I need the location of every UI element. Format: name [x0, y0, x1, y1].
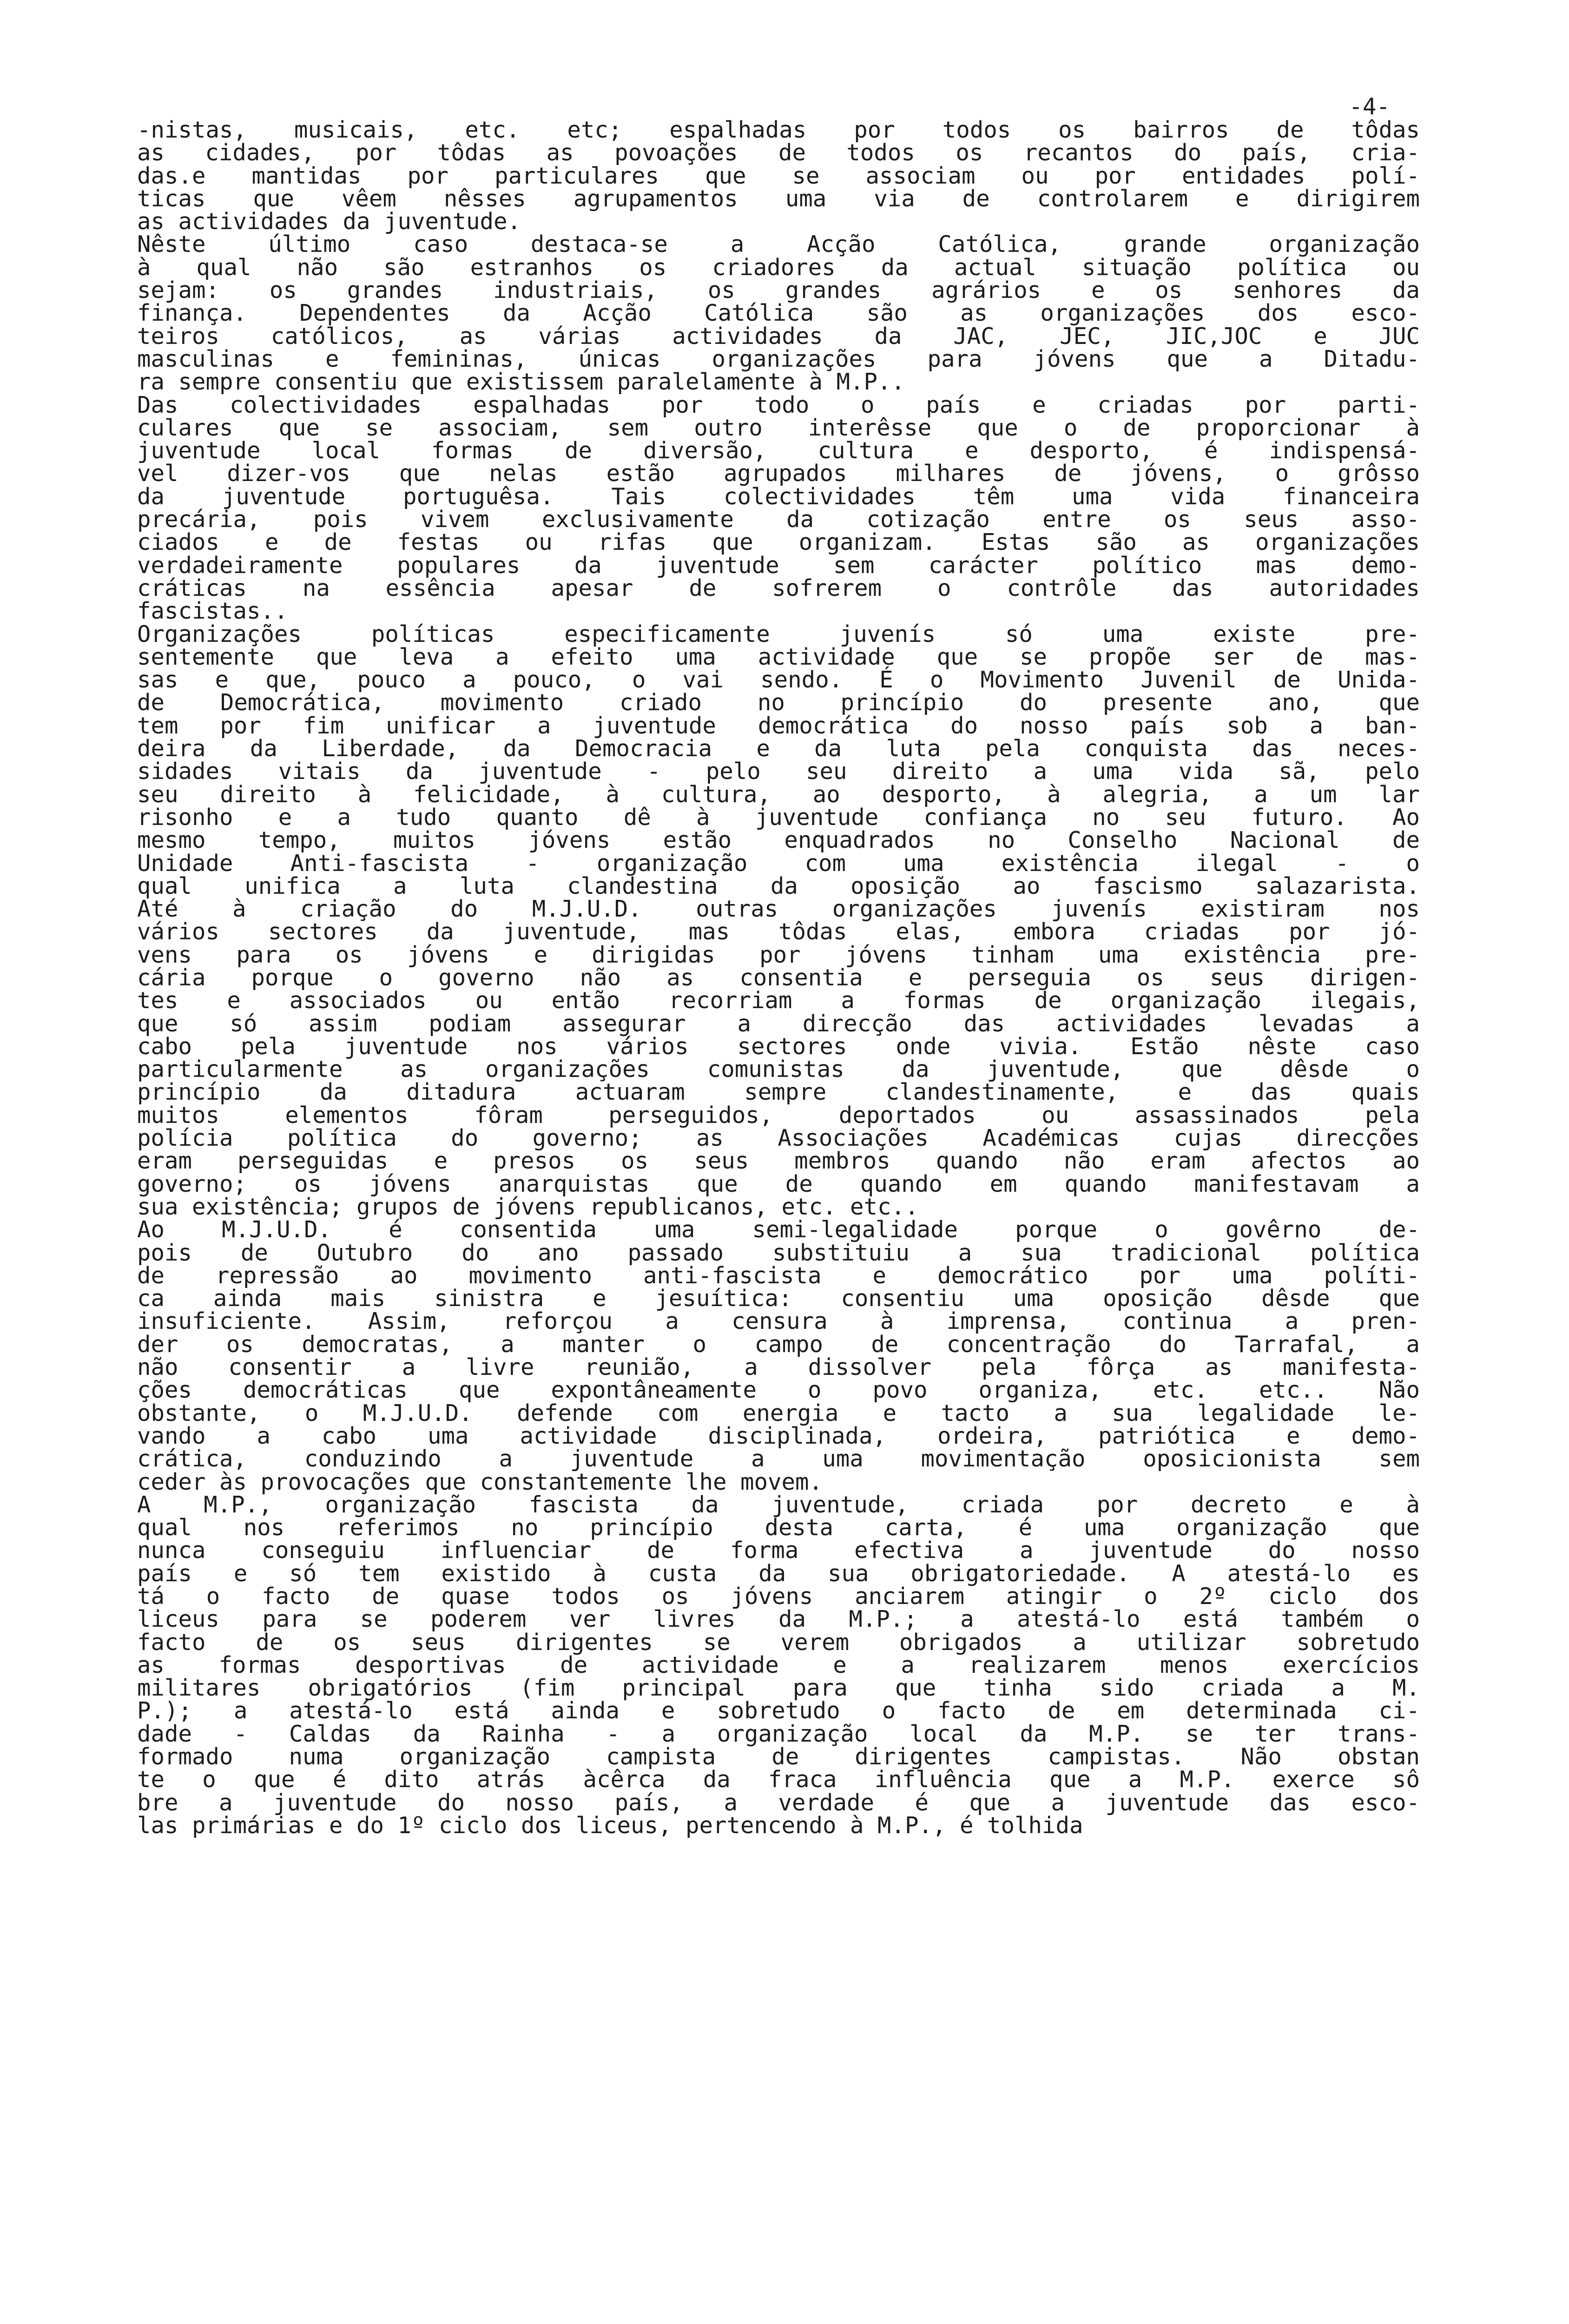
text-line: masculinas e femininas, únicas organizações para jóvens que a Ditadu-: [137, 345, 1420, 372]
text-line: Unidade Anti-fascista - organização com uma existência ilegal - o: [137, 850, 1420, 877]
text-line: Organizações políticas especificamente juvenís só uma existe pre-: [137, 621, 1420, 647]
text-line: as cidades, por tôdas as povoações de todos os recantos do país, cria-: [137, 139, 1420, 166]
text-line: as formas desportivas de actividade e a realizarem menos exercícios: [137, 1651, 1420, 1678]
text-line: princípio da ditadura actuaram sempre clandestinamente, e das quais: [137, 1079, 1420, 1106]
text-line: pois de Outubro do ano passado substituiu a sua tradicional política: [137, 1239, 1420, 1266]
text-line: risonho e a tudo quanto dê à juventude confiança no seu futuro. Ao: [137, 804, 1420, 831]
text-line: seu direito à felicidade, à cultura, ao desporto, à alegria, a um lar: [137, 781, 1420, 808]
text-line: particularmente as organizações comunistas da juventude, que dêsde o: [137, 1056, 1420, 1083]
page-number: -4-: [1349, 93, 1390, 120]
paragraph: [137, 119, 1420, 233]
text-line: de repressão ao movimento anti-fascista e democrático por uma políti-: [137, 1262, 1420, 1289]
text-line: cária porque o governo não as consentia e perseguia os seus dirigen-: [137, 964, 1420, 991]
text-line: cráticas na essência apesar de sofrerem o contrôle das autoridades: [137, 574, 1420, 601]
text-line: sas e que, pouco a pouco, o vai sendo. É o Movimento Juvenil de Unida-: [137, 667, 1420, 693]
text-line: militares obrigatórios (fim principal para que tinha sido criada a M.: [137, 1675, 1420, 1702]
paragraph: [137, 391, 1420, 625]
text-line: crática, conduzindo a juventude a uma movimentação oposicionista sem: [137, 1446, 1420, 1472]
text-line: das.e mantidas por particulares que se associam ou por entidades polí-: [137, 162, 1420, 189]
text-line: país e só tem existido à custa da sua obrigatoriedade. A atestá-lo es: [137, 1560, 1420, 1587]
text-line: vando a cabo uma actividade disciplinada, ordeira, patriótica e demo-: [137, 1422, 1420, 1449]
text-line: ra sempre consentiu que existissem paralelamente à M.P..: [137, 369, 905, 396]
text-line: tem por fim unificar a juventude democrática do nosso país sob a ban-: [137, 712, 1420, 739]
text-line: bre a juventude do nosso país, a verdade é que a juventude das esco-: [137, 1789, 1420, 1816]
text-line: à qual não são estranhos os criadores da actual situação política ou: [137, 254, 1420, 281]
text-line: precária, pois vivem exclusivamente da cotização entre os seus asso-: [137, 506, 1420, 533]
text-line: Até à criação do M.J.U.D. outras organizações juvenís existiram nos: [137, 896, 1420, 923]
text-line: formado numa organização campista de dirigentes campistas. Não obstan: [137, 1743, 1420, 1770]
text-line: ceder às provocações que constantemente lhe movem.: [137, 1468, 823, 1495]
text-line: ca ainda mais sinistra e jesuítica: consentiu uma oposição dêsde que: [137, 1285, 1420, 1312]
text-line: juventude local formas de diversão, cultura e desporto, é indispensá-: [137, 437, 1420, 464]
text-line: qual unifica a luta clandestina da oposição ao fascismo salazarista.: [137, 872, 1420, 899]
text-line: dade - Caldas da Rainha - a organização local da M.P. se ter trans-: [137, 1720, 1420, 1747]
text-line: sejam: os grandes industriais, os grandes agrários e os senhores da: [137, 277, 1420, 304]
text-line: culares que se associam, sem outro interêsse que o de proporcionar à: [137, 414, 1420, 441]
text-line: de Democrática, movimento criado no princípio do presente ano, que: [137, 689, 1420, 716]
text-line: vários sectores da juventude, mas tôdas elas, embora criadas por jó-: [137, 918, 1420, 945]
text-line: nunca conseguiu influenciar de forma efectiva a juventude do nosso: [137, 1537, 1420, 1564]
text-line: polícia política do governo; as Associações Académicas cujas direcções: [137, 1125, 1420, 1152]
text-line: tes e associados ou então recorriam a formas de organização ilegais,: [137, 987, 1420, 1014]
text-line: der os democratas, a manter o campo de concentração do Tarrafal, a: [137, 1331, 1420, 1358]
text-line: sua existência; grupos de jóvens republicanos, etc. etc..: [137, 1193, 919, 1220]
text-line: Das colectividades espalhadas por todo o país e criadas por parti-: [137, 391, 1420, 418]
text-line: te o que é dito atrás àcêrca da fraca influência que a M.P. exerce sô: [137, 1766, 1420, 1793]
text-line: ciados e de festas ou rifas que organizam. Estas são as organizações: [137, 529, 1420, 556]
text-line: governo; os jóvens anarquistas que de quando em quando manifestavam a: [137, 1170, 1420, 1197]
text-line: facto de os seus dirigentes se verem obrigados a utilizar sobretudo: [137, 1629, 1420, 1656]
text-line: ticas que vêem nêsses agrupamentos uma via de controlarem e dirigirem: [137, 185, 1420, 212]
text-line: tá o facto de quase todos os jóvens anciarem atingir o 2º ciclo dos: [137, 1583, 1420, 1610]
text-line: cabo pela juventude nos vários sectores onde vivia. Estão nêste caso: [137, 1033, 1420, 1060]
text-line: liceus para se poderem ver livres da M.P.; a atestá-lo está também o: [137, 1606, 1420, 1633]
text-line: qual nos referimos no princípio desta carta, é uma organização que: [137, 1514, 1420, 1541]
paragraph: [137, 623, 1420, 1219]
text-line: insuficiente. Assim, reforçou a censura à imprensa, continua a pren-: [137, 1308, 1420, 1335]
text-line: teiros católicos, as várias actividades da JAC, JEC, JIC,JOC e JUC: [137, 323, 1420, 350]
text-line: finança. Dependentes da Acção Católica são as organizações dos esco-: [137, 300, 1420, 327]
text-line: as actividades da juventude.: [137, 208, 521, 235]
text-line: las primárias e do 1º ciclo dos liceus, pertencendo à M.P., é tolhida: [137, 1812, 1083, 1839]
paragraph: [137, 1493, 1420, 1837]
document-body: [137, 119, 1420, 1837]
text-line: obstante, o M.J.U.D. defende com energia e tacto a sua legalidade le-: [137, 1400, 1420, 1426]
text-line: muitos elementos fôram perseguidos, deportados ou assassinados pela: [137, 1102, 1420, 1129]
text-line: eram perseguidas e presos os seus membros quando não eram afectos ao: [137, 1148, 1420, 1175]
text-line: mesmo tempo, muitos jóvens estão enquadrados no Conselho Nacional de: [137, 827, 1420, 854]
paragraph: [137, 231, 1420, 396]
text-line: fascistas..: [137, 598, 288, 625]
text-line: da juventude portuguêsa. Tais colectividades têm uma vida financeira: [137, 483, 1420, 510]
text-line: vel dizer-vos que nelas estão agrupados milhares de jóvens, o grôsso: [137, 460, 1420, 487]
text-line: verdadeiramente populares da juventude sem carácter político mas demo-: [137, 552, 1420, 579]
text-line: ções democráticas que expontâneamente o povo organiza, etc. etc.. Não: [137, 1377, 1420, 1404]
paragraph: [137, 1218, 1420, 1493]
text-line: não consentir a livre reunião, a dissolver pela fôrça as manifesta-: [137, 1354, 1420, 1381]
text-line: que só assim podiam assegurar a direcção das actividades levadas a: [137, 1010, 1420, 1037]
text-line: P.); a atestá-lo está ainda e sobretudo o facto de em determinada ci-: [137, 1697, 1420, 1724]
text-line: sentemente que leva a efeito uma actividade que se propõe ser de mas-: [137, 643, 1420, 670]
text-line: A M.P., organização fascista da juventude, criada por decreto e à: [137, 1491, 1420, 1518]
text-line: deira da Liberdade, da Democracia e da luta pela conquista das neces-: [137, 735, 1420, 762]
text-line: vens para os jóvens e dirigidas por jóvens tinham uma existência pre-: [137, 941, 1420, 968]
text-line: Ao M.J.U.D. é consentida uma semi-legalidade porque o govêrno de-: [137, 1216, 1420, 1243]
text-line: -nistas, musicais, etc. etc; espalhadas por todos os bairros de tôdas: [137, 117, 1420, 143]
text-line: sidades vitais da juventude - pelo seu direito a uma vida sã, pelo: [137, 758, 1420, 785]
text-line: Nêste último caso destaca-se a Acção Católica, grande organização: [137, 231, 1420, 258]
